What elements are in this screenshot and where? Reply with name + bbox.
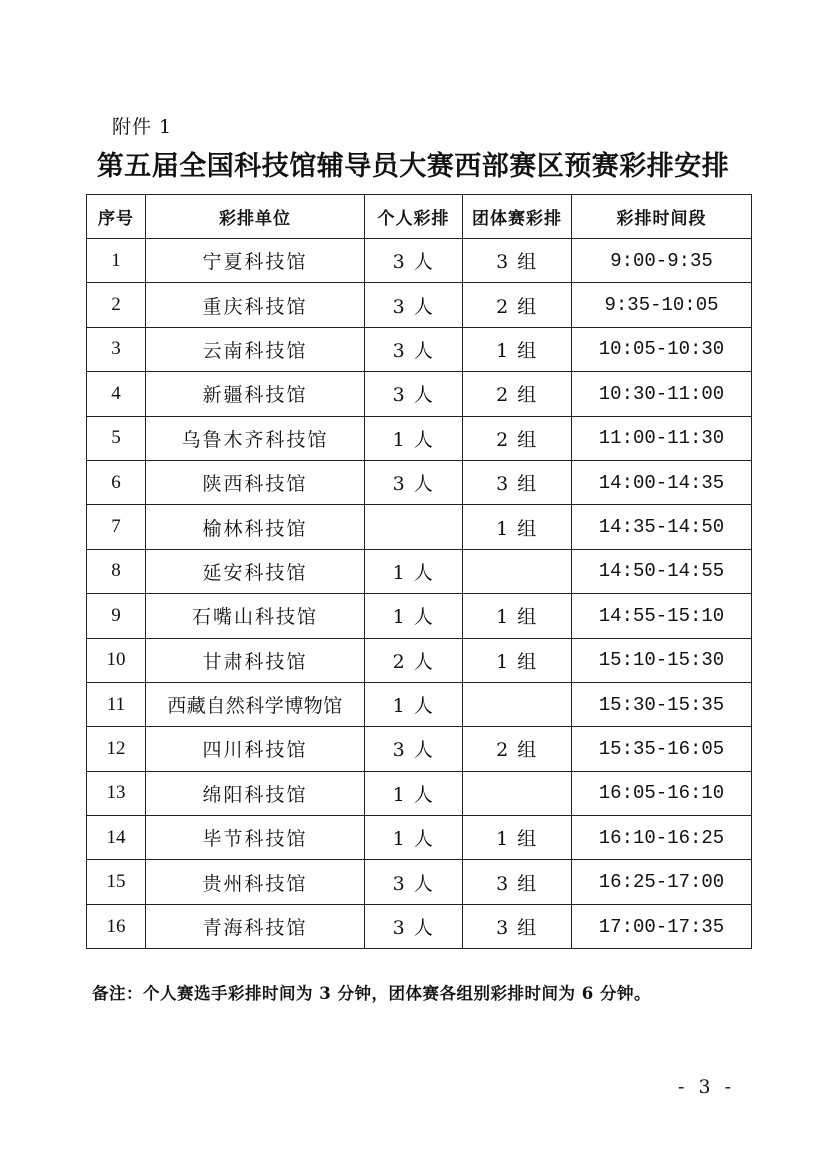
row-index: 3 (87, 327, 146, 371)
row-team: 1 组 (463, 816, 572, 860)
row-time: 15:10-15:30 (572, 638, 752, 682)
row-team: 3 组 (463, 904, 572, 948)
row-index: 7 (87, 505, 146, 549)
row-time: 14:35-14:50 (572, 505, 752, 549)
row-time: 17:00-17:35 (572, 904, 752, 948)
row-individual: 2 人 (365, 638, 463, 682)
row-individual: 1 人 (365, 771, 463, 815)
row-time: 16:10-16:25 (572, 816, 752, 860)
row-time: 14:55-15:10 (572, 594, 752, 638)
header-individual: 个人彩排 (365, 195, 463, 239)
table-row (87, 771, 752, 815)
row-index: 15 (87, 860, 146, 904)
row-individual (365, 505, 463, 549)
row-time: 16:05-16:10 (572, 771, 752, 815)
row-time: 15:30-15:35 (572, 682, 752, 726)
table-row (87, 460, 752, 504)
row-index: 1 (87, 239, 146, 283)
table-row (87, 283, 752, 327)
table-row (87, 416, 752, 460)
row-individual: 1 人 (365, 682, 463, 726)
row-individual: 3 人 (365, 372, 463, 416)
row-index: 6 (87, 460, 146, 504)
row-index: 12 (87, 727, 146, 771)
row-unit: 陕西科技馆 (146, 460, 365, 504)
header-unit: 彩排单位 (146, 195, 365, 239)
table-row (87, 816, 752, 860)
row-time: 11:00-11:30 (572, 416, 752, 460)
row-time: 9:35-10:05 (572, 283, 752, 327)
row-unit: 四川科技馆 (146, 727, 365, 771)
row-index: 11 (87, 682, 146, 726)
row-index: 13 (87, 771, 146, 815)
row-unit: 延安科技馆 (146, 549, 365, 593)
row-time: 10:05-10:30 (572, 327, 752, 371)
row-team: 3 组 (463, 239, 572, 283)
row-index: 4 (87, 372, 146, 416)
row-individual: 1 人 (365, 416, 463, 460)
row-time: 14:50-14:55 (572, 549, 752, 593)
table-row (87, 904, 752, 948)
row-individual: 3 人 (365, 327, 463, 371)
row-individual: 3 人 (365, 460, 463, 504)
row-team: 2 组 (463, 727, 572, 771)
row-team (463, 682, 572, 726)
row-team: 2 组 (463, 372, 572, 416)
table-row (87, 727, 752, 771)
table-row (87, 505, 752, 549)
attachment-label: 附件 1 (112, 116, 173, 138)
row-individual: 1 人 (365, 816, 463, 860)
row-unit: 青海科技馆 (146, 904, 365, 948)
table-row (87, 860, 752, 904)
table-row (87, 372, 752, 416)
row-index: 2 (87, 283, 146, 327)
table-row (87, 682, 752, 726)
row-unit: 甘肃科技馆 (146, 638, 365, 682)
row-team: 1 组 (463, 638, 572, 682)
row-index: 5 (87, 416, 146, 460)
row-individual: 3 人 (365, 904, 463, 948)
table-row (87, 549, 752, 593)
row-team: 1 组 (463, 505, 572, 549)
header-index: 序号 (87, 195, 146, 239)
table-row (87, 239, 752, 283)
row-unit: 绵阳科技馆 (146, 771, 365, 815)
row-team (463, 549, 572, 593)
row-time: 14:00-14:35 (572, 460, 752, 504)
row-unit: 乌鲁木齐科技馆 (146, 416, 365, 460)
table-header-row (87, 195, 752, 239)
row-unit: 榆林科技馆 (146, 505, 365, 549)
row-individual: 3 人 (365, 283, 463, 327)
row-time: 15:35-16:05 (572, 727, 752, 771)
row-team: 1 组 (463, 327, 572, 371)
table-row (87, 594, 752, 638)
row-team (463, 771, 572, 815)
row-team: 1 组 (463, 594, 572, 638)
row-unit: 宁夏科技馆 (146, 239, 365, 283)
footnote: 备注：个人赛选手彩排时间为 3 分钟，团体赛各组别彩排时间为 6 分钟。 (92, 984, 651, 1003)
row-time: 16:25-17:00 (572, 860, 752, 904)
rehearsal-schedule-table (86, 194, 752, 949)
document-title: 第五届全国科技馆辅导员大赛西部赛区预赛彩排安排 (96, 151, 730, 182)
row-index: 8 (87, 549, 146, 593)
row-index: 14 (87, 816, 146, 860)
table-row (87, 327, 752, 371)
row-team: 2 组 (463, 416, 572, 460)
row-index: 9 (87, 594, 146, 638)
row-team: 3 组 (463, 860, 572, 904)
page-number: - 3 - (678, 1076, 736, 1098)
row-individual: 3 人 (365, 860, 463, 904)
row-unit: 重庆科技馆 (146, 283, 365, 327)
row-individual: 3 人 (365, 727, 463, 771)
row-time: 10:30-11:00 (572, 372, 752, 416)
table-row (87, 638, 752, 682)
row-team: 3 组 (463, 460, 572, 504)
row-unit: 石嘴山科技馆 (146, 594, 365, 638)
row-unit: 新疆科技馆 (146, 372, 365, 416)
row-unit: 西藏自然科学博物馆 (146, 682, 365, 726)
row-index: 10 (87, 638, 146, 682)
row-team: 2 组 (463, 283, 572, 327)
row-individual: 3 人 (365, 239, 463, 283)
row-unit: 毕节科技馆 (146, 816, 365, 860)
row-unit: 云南科技馆 (146, 327, 365, 371)
row-individual: 1 人 (365, 594, 463, 638)
row-unit: 贵州科技馆 (146, 860, 365, 904)
row-index: 16 (87, 904, 146, 948)
row-time: 9:00-9:35 (572, 239, 752, 283)
header-team: 团体赛彩排 (463, 195, 572, 239)
row-individual: 1 人 (365, 549, 463, 593)
header-time: 彩排时间段 (572, 195, 752, 239)
